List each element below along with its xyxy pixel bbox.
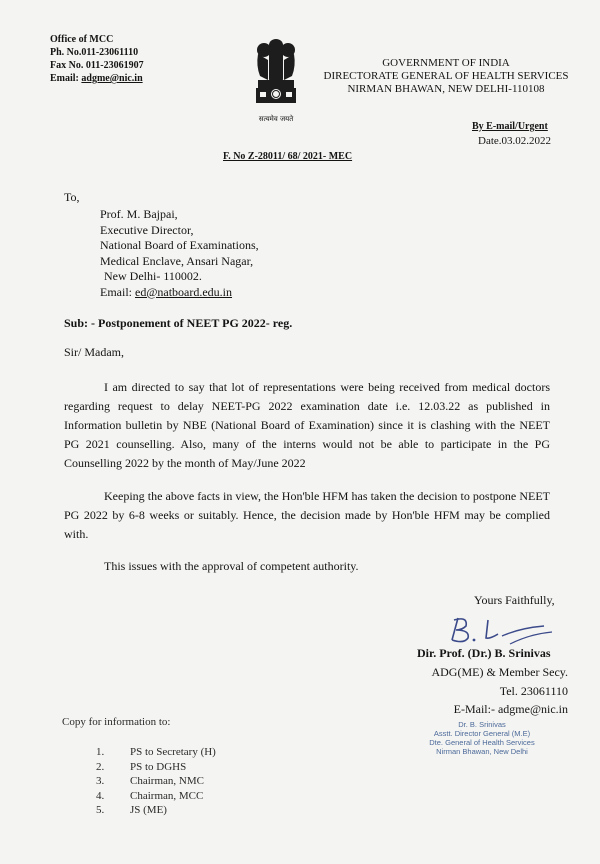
stamp-line2: Asstt. Director General (M.E) bbox=[433, 729, 531, 738]
body-paragraph-1: I am directed to say that lot of representations were being received from medical doctors regarding request to delay NEET-PG 2022 examination date i.e. 12.03.22 as published in Information bulletin by NBE (National Board of Examination) since it is clashing with the NEET PG 2021 counselling. Also, many of the interns would not be able to participate in the PG Counselling 2022 by the month of May/June 2022 bbox=[64, 380, 550, 470]
emblem-caption: सत्यमेव जयते bbox=[258, 115, 294, 123]
addressee-block bbox=[100, 207, 259, 300]
office-phone: Ph. No.011-23061110 bbox=[50, 47, 139, 58]
signature-icon bbox=[440, 610, 560, 650]
body-paragraph-2: Keeping the above facts in view, the Hon'ble HFM has taken the decision to postpone NEET PG 2022 by 6-8 weeks or suitably. Hence, the decision made by Hon'ble HFM may be complied with. bbox=[64, 489, 550, 541]
letter-date: Date.03.02.2022 bbox=[478, 135, 552, 147]
office-email-row bbox=[50, 72, 144, 85]
body-paragraph-3: This issues with the approval of competent authority. bbox=[104, 559, 359, 573]
salutation: Sir/ Madam, bbox=[64, 345, 124, 359]
office-email-label: Email: bbox=[50, 73, 79, 84]
to-label: To, bbox=[64, 190, 80, 204]
letterhead bbox=[316, 57, 576, 96]
national-emblem bbox=[246, 36, 306, 122]
letterhead-line1: GOVERNMENT OF INDIA bbox=[382, 57, 510, 69]
addressee-email-row bbox=[100, 285, 259, 301]
office-name: Office of MCC bbox=[50, 34, 114, 45]
letterhead-line2: DIRECTORATE GENERAL OF HEALTH SERVICES bbox=[323, 70, 569, 82]
list-item: 3. Chairman, NMC bbox=[96, 775, 204, 787]
addressee-name: Prof. M. Bajpai, bbox=[100, 207, 178, 221]
closing: Yours Faithfully, bbox=[474, 593, 555, 607]
official-stamp bbox=[420, 720, 544, 756]
mode-label: By E-mail/Urgent bbox=[472, 121, 548, 132]
addressee-designation: Executive Director, bbox=[100, 222, 194, 237]
office-fax: Fax No. 011-23061907 bbox=[50, 60, 144, 71]
subject-line: Sub: - Postponement of NEET PG 2022- reg. bbox=[64, 316, 293, 330]
lion-capital-icon bbox=[246, 36, 306, 112]
list-item: 2. PS to DGHS bbox=[96, 760, 187, 773]
list-item: 4. Chairman, MCC bbox=[96, 789, 204, 802]
file-number: F. No Z-28011/ 68/ 2021- MEC bbox=[223, 151, 353, 162]
signatory-tel: Tel. 23061110 bbox=[499, 684, 568, 698]
stamp-line1: Dr. B. Srinivas bbox=[458, 720, 506, 729]
signatory-designation: ADG(ME) & Member Secy. bbox=[431, 665, 568, 679]
addressee-org: National Board of Examinations, bbox=[100, 238, 259, 252]
addressee-address1: Medical Enclave, Ansari Nagar, bbox=[100, 253, 254, 268]
copy-heading: Copy for information to: bbox=[62, 716, 171, 728]
copy-list bbox=[96, 745, 216, 818]
letterhead-line3: NIRMAN BHAWAN, NEW DELHI-110108 bbox=[347, 83, 545, 95]
office-block bbox=[50, 33, 144, 85]
addressee-address2: New Delhi- 110002. bbox=[104, 269, 202, 283]
office-email-link[interactable]: adgme@nic.in bbox=[81, 73, 143, 84]
stamp-line3: Dte. General of Health Services bbox=[429, 738, 535, 747]
list-item: 5. JS (ME) bbox=[96, 804, 167, 816]
signatory-email: E-Mail:- adgme@nic.in bbox=[453, 702, 568, 716]
signatory-name: Dir. Prof. (Dr.) B. Srinivas bbox=[417, 646, 551, 660]
addressee-email-label: Email: bbox=[100, 284, 132, 299]
stamp-line4: Nirman Bhawan, New Delhi bbox=[436, 747, 528, 756]
list-item: 1. PS to Secretary (H) bbox=[96, 746, 216, 758]
addressee-email-link[interactable]: ed@natboard.edu.in bbox=[135, 284, 233, 299]
